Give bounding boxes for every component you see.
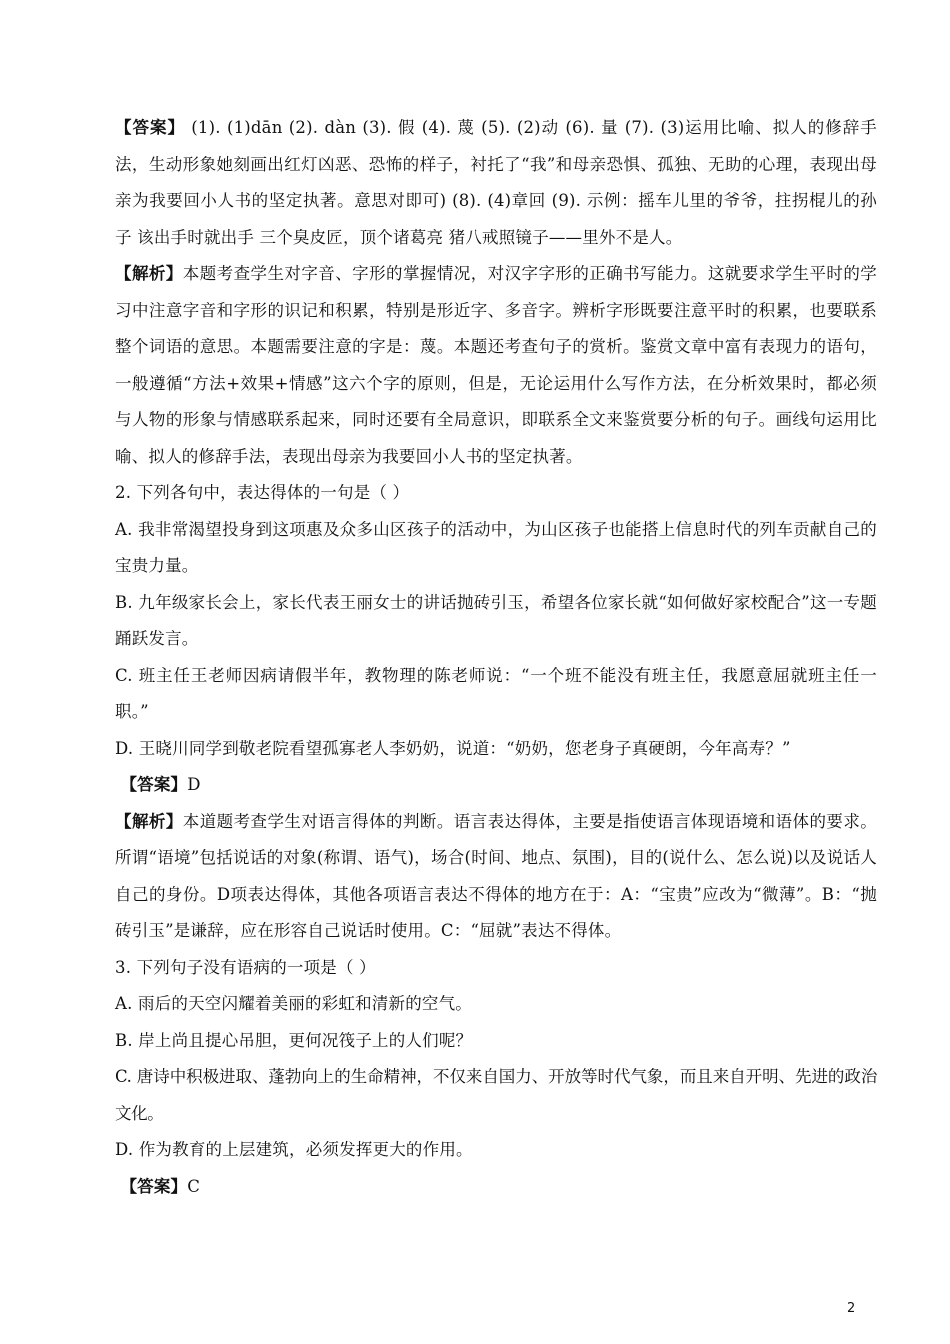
document-body (115, 110, 877, 1205)
q2-answer (115, 767, 877, 804)
q1-answer (115, 110, 877, 256)
q3-option-c: C. 唐诗中积极进取、蓬勃向上的生命精神，不仅来自国力、开放等时代气象，而且来自开明、先进的政治文化。 (115, 1067, 877, 1123)
analysis-text: 本题考查学生对字音、字形的掌握情况，对汉字字形的正确书写能力。这就要求学生平时的学习中注意字音和字形的识记和积累，特别是形近字、多音字。辨析字形既要注意平时的积累，也要联系整个词语的意思。本题需要注意的字是：蔑。本题还考查句子的赏析。鉴赏文章中富有表现力的语句，一般遵循“方法+效果+情感”这六个字的原则，但是，无论运用什么写作方法，在分析效果时，都必须与人物的形象与情感联系起来，同时还要有全局意识，即联系全文来鉴赏要分析的句子。画线句运用比喻、拟人的修辞手法，表现出母亲为我要回小人书的坚定执著。 (115, 264, 877, 466)
answer-text: (1). (1)dān (2). dàn (3). 假 (4). 蔑 (5). (2)动 (6). 量 (7). (3)运用比喻、拟人的修辞手法，生动形象她刻画出红灯凶恶、恐怖的样子，衬托了“我”和母亲恐惧、孤独、无助的心理，表现出母亲为我要回小人书的坚定执著。意思对即可) (8). (4)章回 (9). 示例：摇车儿里的爷爷，拄拐棍儿的孙子 该出手时就出手 三个臭皮匠，顶个诸葛亮 猪八戒照镜子——里外不是人。 (115, 118, 877, 247)
page-number: 2 (847, 1301, 856, 1316)
answer-value: C (187, 1176, 201, 1196)
q3-stem: 3. 下列句子没有语病的一项是（ ） (115, 957, 376, 977)
q3-answer (115, 1169, 877, 1206)
q3-option-d: D. 作为教育的上层建筑，必须发挥更大的作用。 (115, 1140, 473, 1159)
q2-option-d: D. 王晓川同学到敬老院看望孤寡老人李奶奶，说道：“奶奶，您老身子真硬朗，今年高寿？” (115, 738, 791, 758)
answer-value: D (187, 775, 201, 794)
q2-analysis (115, 804, 877, 950)
q2-option-b: B. 九年级家长会上，家长代表王丽女士的讲话抛砖引玉，希望各位家长就“如何做好家校配合”这一专题踊跃发言。 (115, 592, 877, 648)
analysis-text: 本道题考查学生对语言得体的判断。语言表达得体，主要是指使语言体现语境和语体的要求。所谓“语境”包括说话的对象(称谓、语气)，场合(时间、地点、氛围)，目的(说什么、怎么说)以及说话人自己的身份。D项表达得体，其他各项语言表达不得体的地方在于：A：“宝贵”应改为“微薄”。B：“抛砖引玉”是谦辞，应在形容自己说话时使用。C：“屈就”表达不得体。 (115, 811, 877, 940)
q2-stem: 2. 下列各句中，表达得体的一句是（ ） (115, 483, 410, 502)
answer-label: 【答案】 (120, 1176, 188, 1196)
q2-option-c: C. 班主任王老师因病请假半年，教物理的陈老师说：“一个班不能没有班主任，我愿意屈就班主任一职。” (115, 665, 877, 721)
analysis-label: 【解析】 (115, 264, 183, 283)
answer-label: 【答案】 (115, 118, 186, 137)
analysis-label: 【解析】 (115, 811, 183, 831)
q3-option-a: A. 雨后的天空闪耀着美丽的彩虹和清新的空气。 (115, 994, 473, 1013)
q2-option-a: A. 我非常渴望投身到这项惠及众多山区孩子的活动中，为山区孩子也能搭上信息时代的列车贡献自己的宝贵力量。 (115, 519, 877, 575)
q1-analysis (115, 256, 877, 475)
answer-label: 【答案】 (120, 775, 188, 794)
q3-option-b: B. 岸上尚且提心吊胆，更何况筏子上的人们呢？ (115, 1030, 473, 1050)
